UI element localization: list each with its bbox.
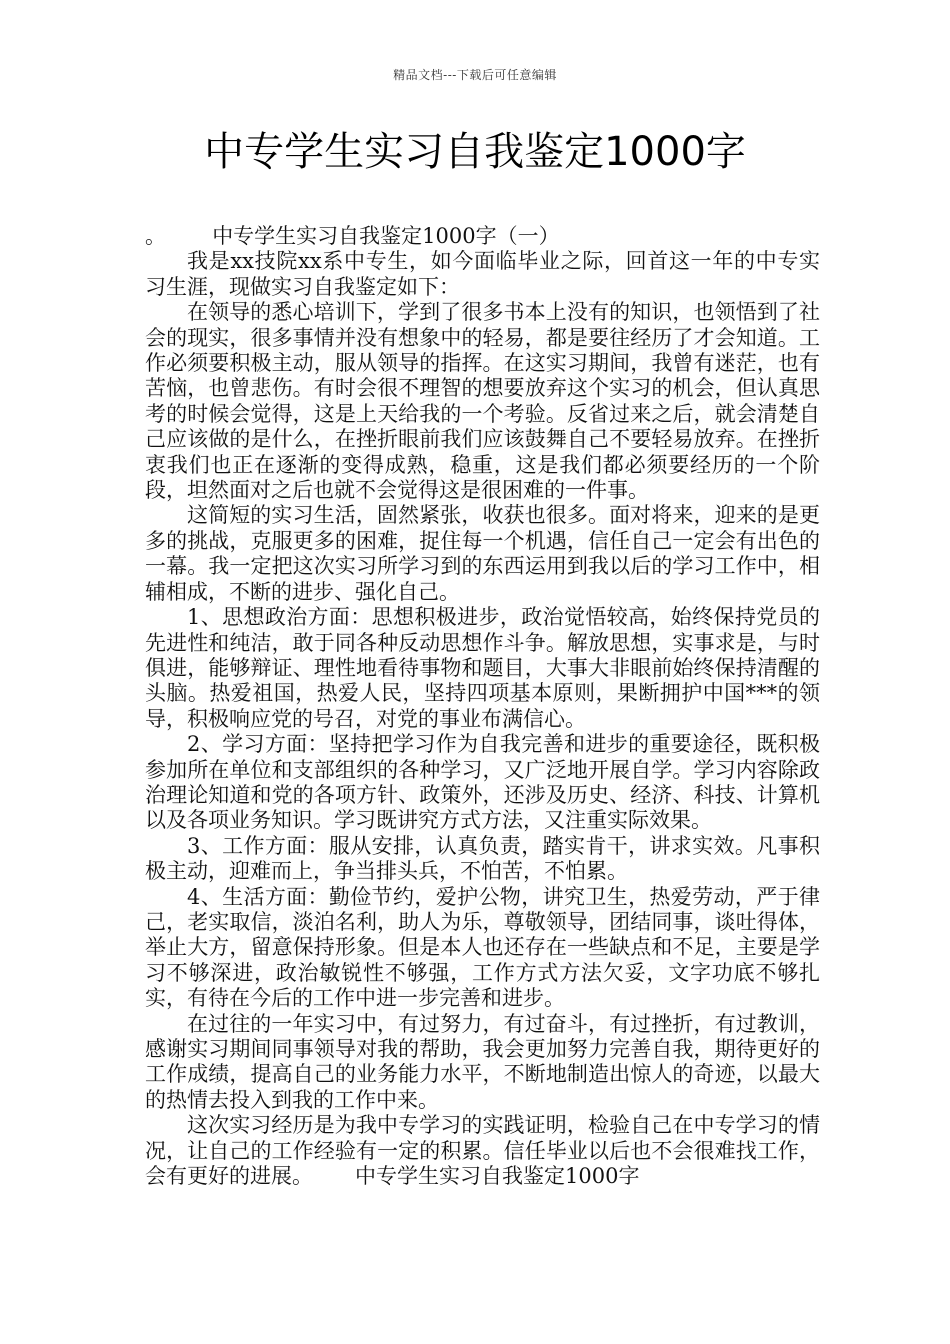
paragraph-work: 3、工作方面：服从安排，认真负责，踏实肯干，讲求实效。凡事积极主动，迎难而上，争当排头兵，不怕苦，不怕累。 — [145, 833, 820, 884]
document-body — [145, 224, 820, 1189]
header-note: 精品文档---下载后可任意编辑 — [393, 68, 557, 82]
paragraph-reflection: 在过往的一年实习中，有过努力，有过奋斗，有过挫折，有过教训，感谢实习期间同事领导对我的帮助，我会更加努力完善自我，期待更好的工作成绩，提高自己的业务能力水平，不断地制造出惊人的奇迹，以最大的热情去投入到我的工作中来。 — [145, 1011, 820, 1112]
paragraph-intro: 我是xx技院xx系中专生，如今面临毕业之际，回首这一年的中专实习生涯，现做实习自我鉴定如下： — [145, 249, 820, 299]
paragraph-political: 1、思想政治方面：思想积极进步，政治觉悟较高，始终保持党员的先进性和纯洁，敢于同各种反动思想作斗争。解放思想，实事求是，与时俱进，能够辩证、理性地看待事物和题目，大事大非眼前始终保持清醒的头脑。热爱祖国，热爱人民，坚持四项基本原则，果断拥护中国***的领导，积极响应党的号召，对党的事业布满信心。 — [145, 605, 820, 731]
paragraph-study: 2、学习方面：坚持把学习作为自我完善和进步的重要途径，既积极参加所在单位和支部组织的各种学习，又广泛地开展自学。学习内容除政治理论知道和党的各项方针、政策外，还涉及历史、经济、科技、计算机以及各项业务知识。学习既讲究方式方法，又注重实际效果。 — [145, 732, 820, 833]
section-heading-line — [145, 224, 820, 249]
trailing-heading: 中专学生实习自我鉴定1000字 — [355, 1164, 640, 1189]
paragraph-conclusion — [145, 1113, 820, 1189]
document-title: 中专学生实习自我鉴定1000字 — [204, 129, 746, 175]
paragraph-training: 在领导的悉心培训下，学到了很多书本上没有的知识，也领悟到了社会的现实，很多事情并没有想象中的轻易，都是要往经历了才会知道。工作必须要积极主动，服从领导的指挥。在这实习期间，我曾有迷茫，也有苦恼，也曾悲伤。有时会很不理智的想要放弃这个实习的机会，但认真思考的时候会觉得，这是上天给我的一个考验。反省过来之后，就会清楚自己应该做的是什么，在挫折眼前我们应该鼓舞自己不要轻易放弃。在挫折衷我们也正在逐渐的变得成熟，稳重，这是我们都必须要经历的一个阶段，坦然面对之后也就不会觉得这是很困难的一件事。 — [145, 300, 820, 503]
paragraph-summary: 这简短的实习生活，固然紧张，收获也很多。面对将来，迎来的是更多的挑战，克服更多的困难，捉住每一个机遇，信任自己一定会有出色的一幕。我一定把这次实习所学习到的东西运用到我以后的学习工作中，相辅相成，不断的进步、强化自己。 — [145, 503, 820, 604]
section-heading: 中专学生实习自我鉴定1000字（一） — [212, 224, 560, 248]
section-marker: 。 — [145, 224, 166, 248]
paragraph-life: 4、生活方面：勤俭节约，爱护公物，讲究卫生，热爱劳动，严于律己，老实取信，淡泊名利，助人为乐，尊敬领导，团结同事，谈吐得体，举止大方，留意保持形象。但是本人也还存在一些缺点和不足，主要是学习不够深进，政治敏锐性不够强，工作方式方法欠妥，文字功底不够扎实，有待在今后的工作中进一步完善和进步。 — [145, 884, 820, 1011]
paragraph-conclusion-text: 这次实习经历是为我中专学习的实践证明，检验自己在中专学习的情况，让自己的工作经验有一定的积累。信任毕业以后也不会很难找工作，会有更好的进展。 — [145, 1113, 820, 1189]
